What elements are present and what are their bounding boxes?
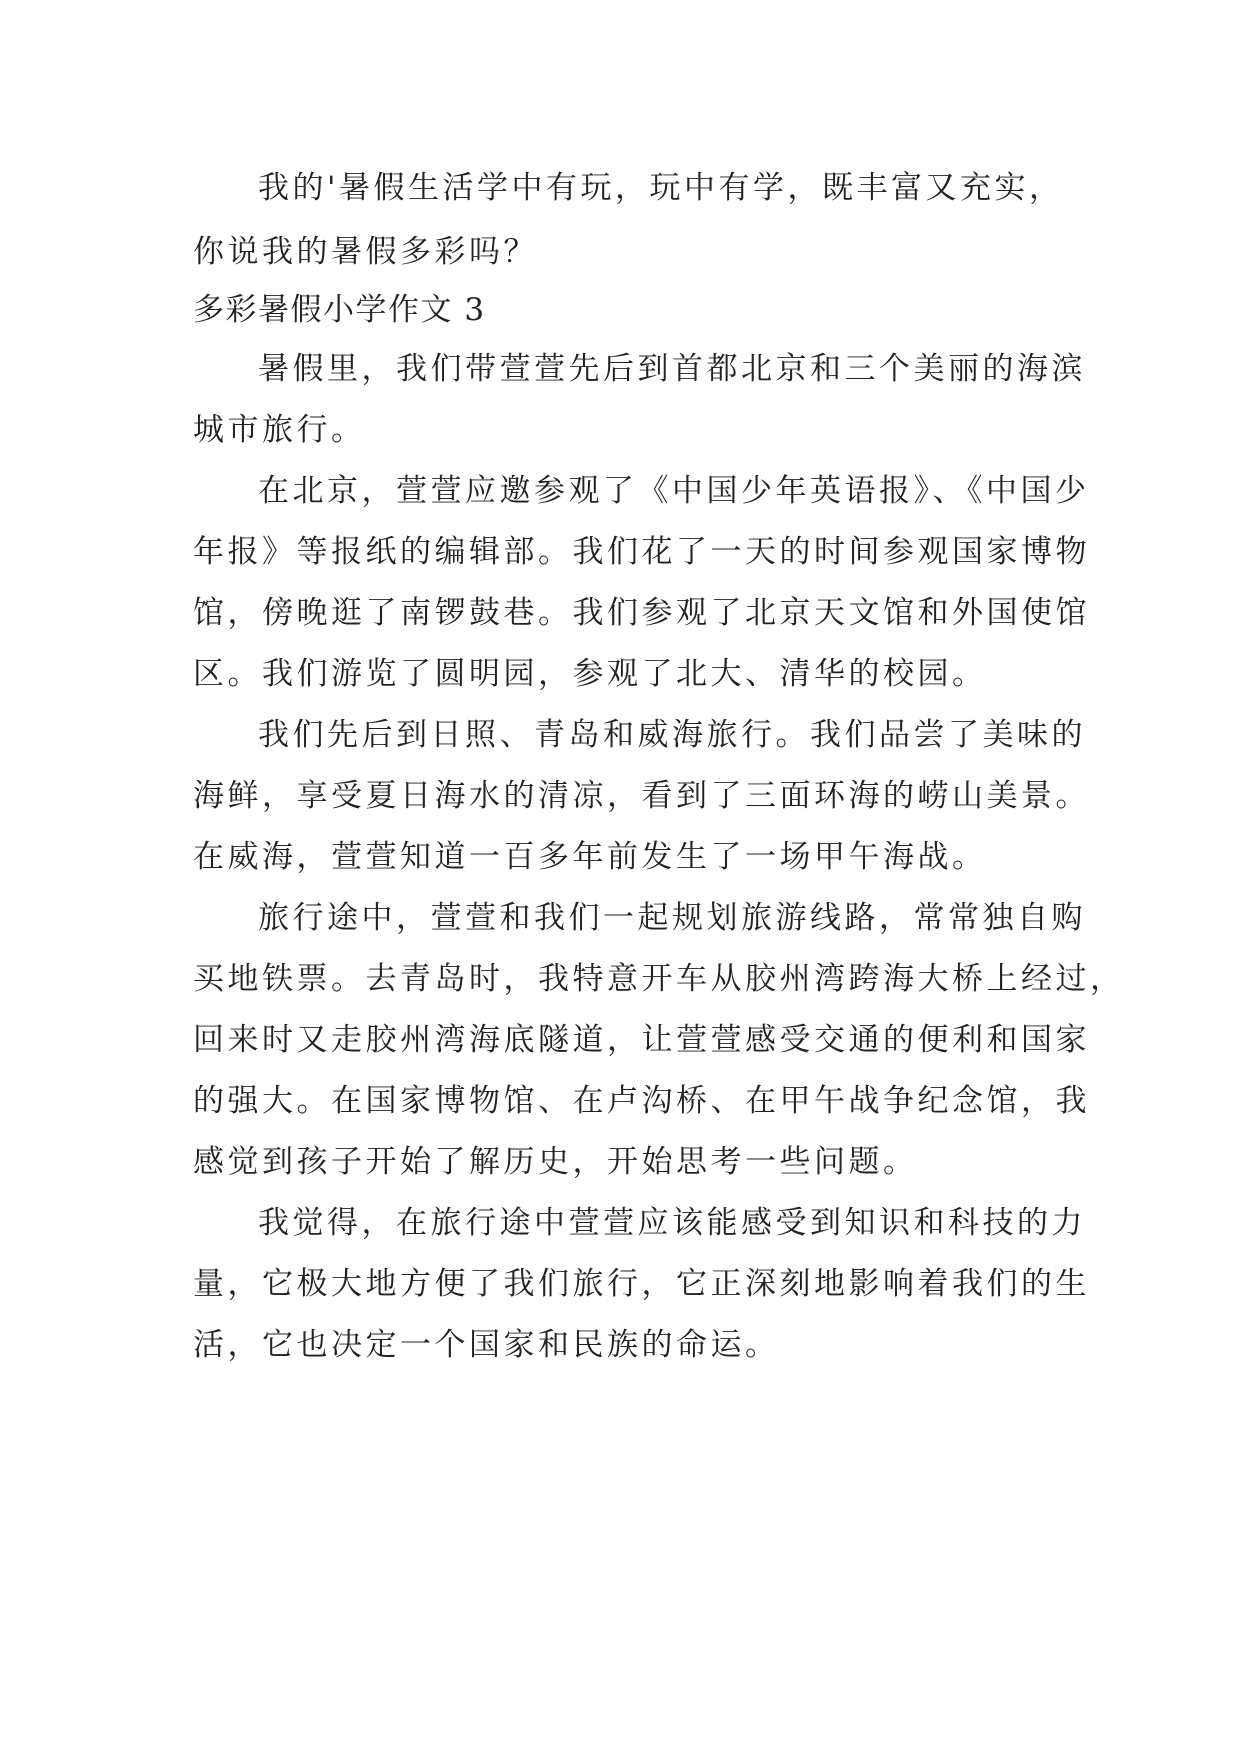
paragraph-line: 馆，傍晚逛了南锣鼓巷。我们参观了北京天文馆和外国使馆 bbox=[193, 595, 1090, 631]
paragraph-line: 你说我的暑假多彩吗？ bbox=[193, 234, 538, 270]
paragraph-line: 量，它极大地方便了我们旅行，它正深刻地影响着我们的生 bbox=[193, 1266, 1090, 1302]
paragraph-line: 感觉到孩子开始了解历史，开始思考一些问题。 bbox=[193, 1144, 918, 1180]
paragraph-line: 暑假里，我们带萱萱先后到首都北京和三个美丽的海滨 bbox=[258, 351, 1086, 387]
paragraph-line: 活，它也决定一个国家和民族的命运。 bbox=[193, 1327, 780, 1363]
paragraph-line: 海鲜，享受夏日海水的清凉，看到了三面环海的崂山美景。 bbox=[193, 778, 1090, 814]
paragraph-line: 的强大。在国家博物馆、在卢沟桥、在甲午战争纪念馆，我 bbox=[193, 1083, 1090, 1119]
paragraph-line: 我的'暑假生活学中有玩，玩中有学，既丰富又充实， bbox=[258, 170, 1064, 206]
paragraph-line: 我们先后到日照、青岛和威海旅行。我们品尝了美味的 bbox=[258, 717, 1086, 753]
section-heading: 多彩暑假小学作文 3 bbox=[193, 292, 486, 328]
paragraph-line: 回来时又走胶州湾海底隧道，让萱萱感受交通的便利和国家 bbox=[193, 1022, 1090, 1058]
paragraph-line: 买地铁票。去青岛时，我特意开车从胶州湾跨海大桥上经过， bbox=[193, 961, 1125, 997]
paragraph-line: 在威海，萱萱知道一百多年前发生了一场甲午海战。 bbox=[193, 839, 987, 875]
paragraph-line: 城市旅行。 bbox=[193, 412, 366, 448]
paragraph-line: 在北京，萱萱应邀参观了《中国少年英语报》、《中国少 bbox=[258, 473, 1090, 509]
paragraph-line: 旅行途中，萱萱和我们一起规划旅游线路，常常独自购 bbox=[258, 900, 1086, 936]
paragraph-line: 区。我们游览了圆明园，参观了北大、清华的校园。 bbox=[193, 656, 987, 692]
paragraph-line: 年报》等报纸的编辑部。我们花了一天的时间参观国家博物 bbox=[193, 534, 1090, 570]
paragraph-line: 我觉得，在旅行途中萱萱应该能感受到知识和科技的力 bbox=[258, 1205, 1086, 1241]
